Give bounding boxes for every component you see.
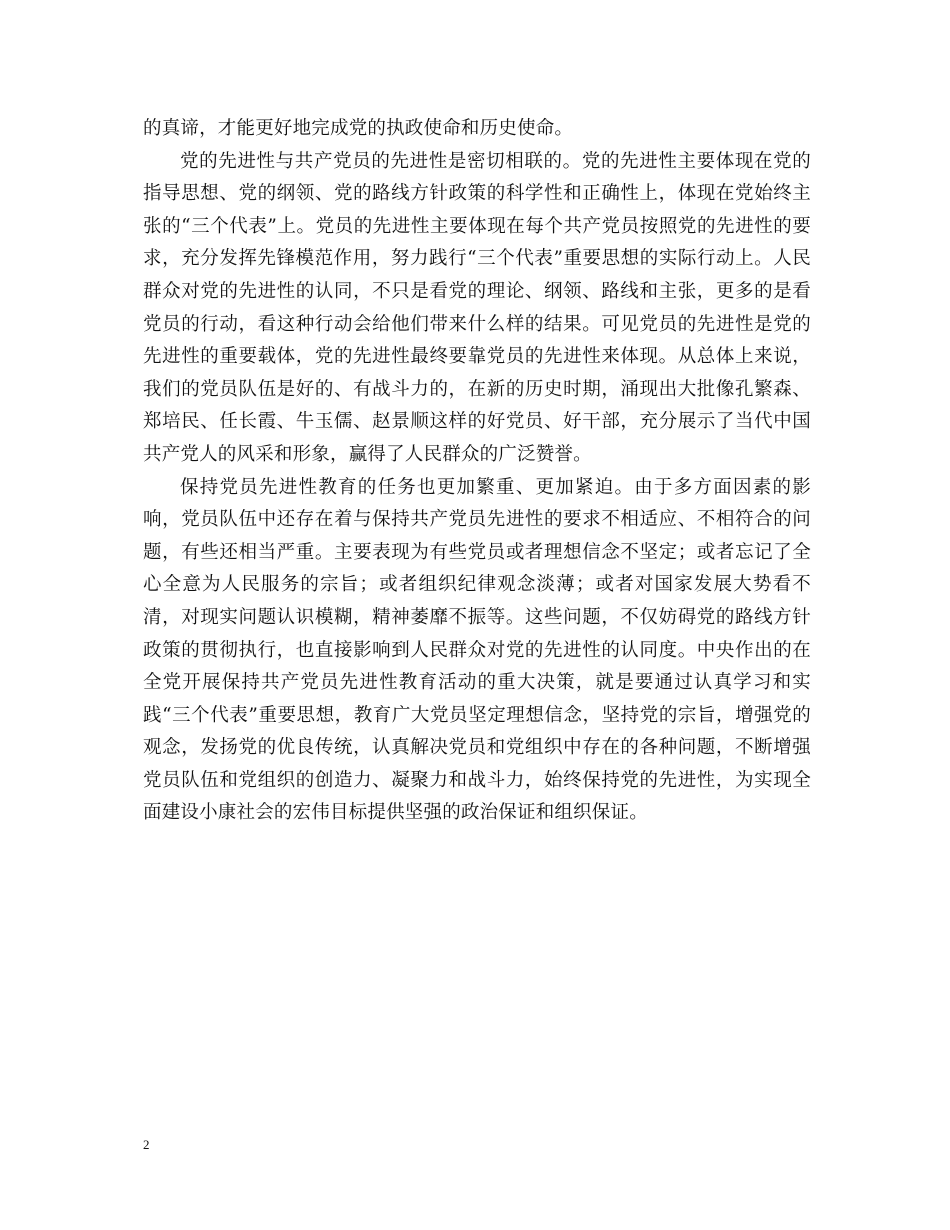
document-body bbox=[143, 113, 811, 830]
page-number: 2 bbox=[143, 1137, 150, 1152]
paragraph-3: 保持党员先进性教育的任务也更加繁重、更加紧迫。由于多方面因素的影响，党员队伍中还存在着与保持共产党员先进性的要求不相适应、不相符合的问题，有些还相当严重。主要表现为有些党员或者理想信念不坚定；或者忘记了全心全意为人民服务的宗旨；或者组织纪律观念淡薄；或者对国家发展大势看不清，对现实问题认识模糊，精神萎靡不振等。这些问题，不仅妨碍党的路线方针政策的贯彻执行，也直接影响到人民群众对党的先进性的认同度。中央作出的在全党开展保持共产党员先进性教育活动的重大决策，就是要通过认真学习和实践“三个代表”重要思想，教育广大党员坚定理想信念，坚持党的宗旨，增强党的观念，发扬党的优良传统，认真解决党员和党组织中存在的各种问题，不断增强党员队伍和党组织的创造力、凝聚力和战斗力，始终保持党的先进性，为实现全面建设小康社会的宏伟目标提供坚强的政治保证和组织保证。 bbox=[143, 476, 811, 824]
paragraph-2: 党的先进性与共产党员的先进性是密切相联的。党的先进性主要体现在党的指导思想、党的纲领、党的路线方针政策的科学性和正确性上，体现在党始终主张的“三个代表”上。党员的先进性主要体现在每个共产党员按照党的先进性的要求，充分发挥先锋模范作用，努力践行“三个代表”重要思想的实际行动上。人民群众对党的先进性的认同，不只是看党的理论、纲领、路线和主张，更多的是看党员的行动，看这种行动会给他们带来什么样的结果。可见党员的先进性是党的先进性的重要载体，党的先进性最终要靠党员的先进性来体现。从总体上来说，我们的党员队伍是好的、有战斗力的，在新的历史时期，涌现出大批像孔繁森、郑培民、任长霞、牛玉儒、赵景顺这样的好党员、好干部，充分展示了当代中国共产党人的风采和形象，赢得了人民群众的广泛赞誉。 bbox=[143, 150, 811, 465]
paragraph-1: 的真谛，才能更好地完成党的执政使命和历史使命。 bbox=[143, 118, 574, 139]
